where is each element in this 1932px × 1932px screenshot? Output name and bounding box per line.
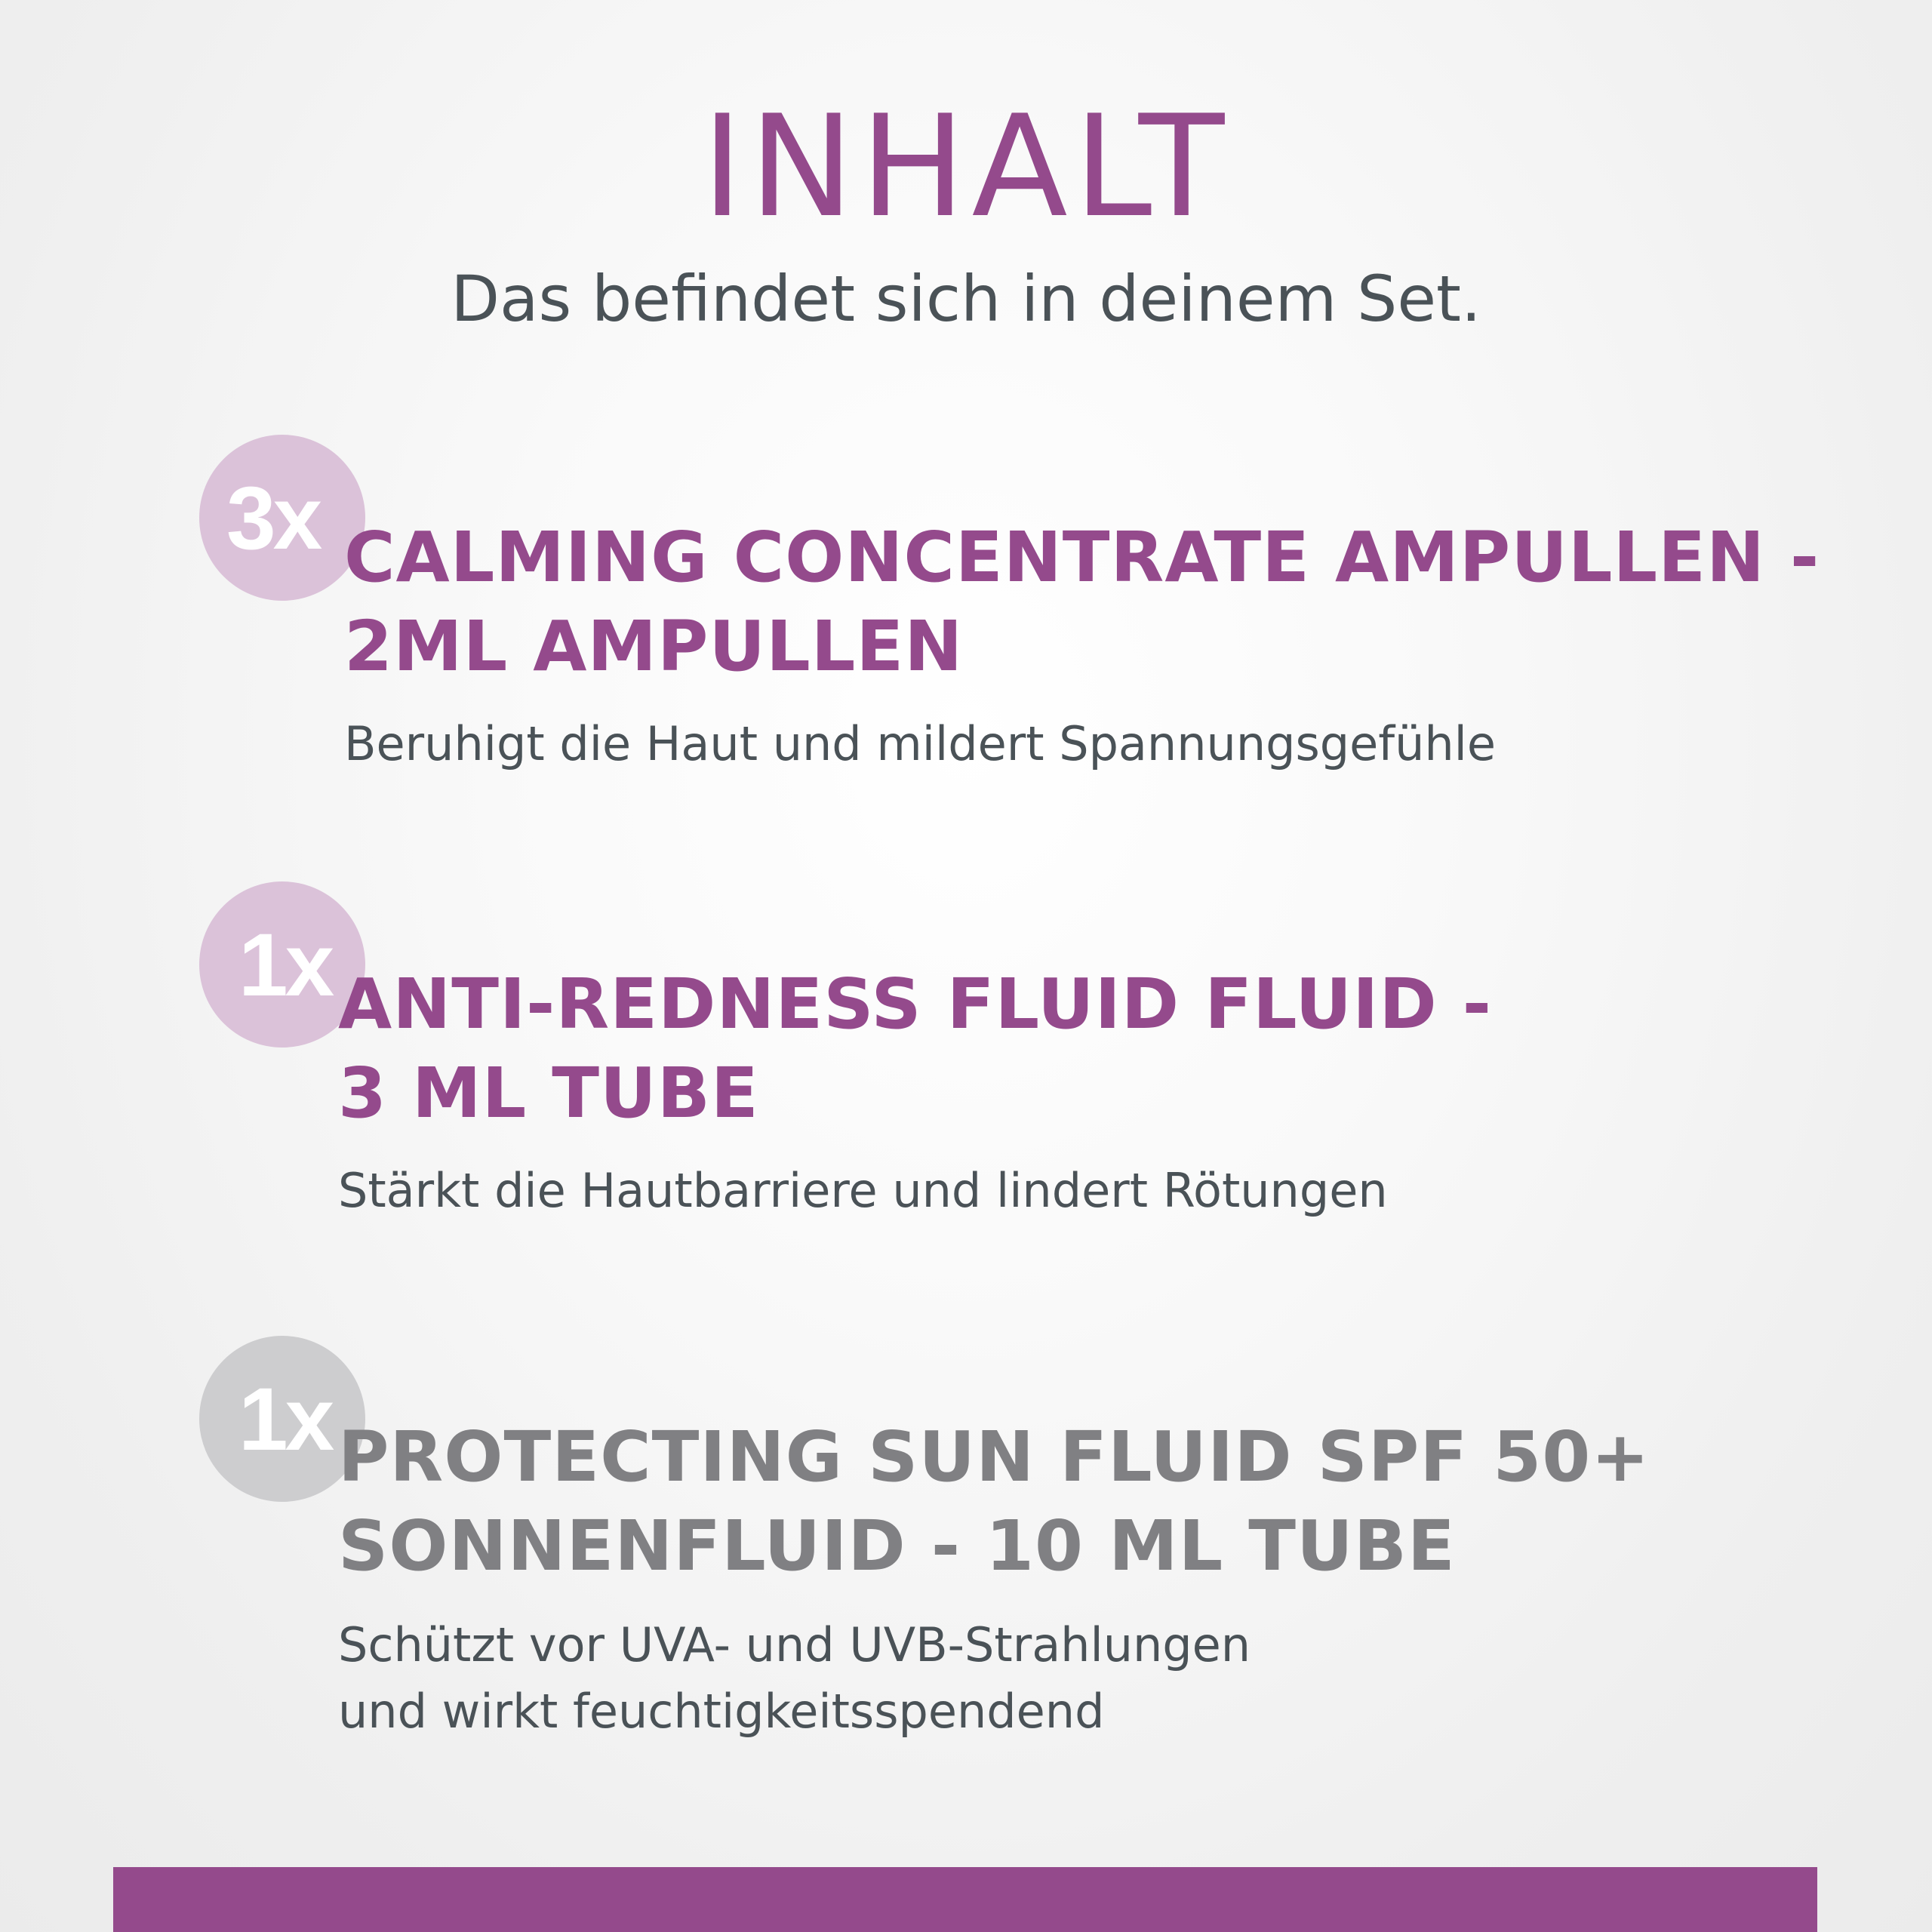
product-title bbox=[344, 513, 1820, 691]
product-description-line: Stärkt die Hautbarriere und lindert Rötungen bbox=[338, 1163, 1388, 1218]
product-description bbox=[338, 1158, 1388, 1224]
product-description bbox=[344, 711, 1496, 777]
product-description bbox=[338, 1612, 1251, 1745]
product-description-line: Schützt vor UVA- und UVB-Strahlungen bbox=[338, 1617, 1251, 1672]
product-description-line: und wirkt feuchtigkeitsspendend bbox=[338, 1684, 1105, 1739]
product-title bbox=[338, 960, 1492, 1138]
page-title: INHALT bbox=[701, 85, 1231, 248]
product-title-line: PROTECTING SUN FLUID SPF 50+ bbox=[338, 1417, 1651, 1497]
product-description-line: Beruhigt die Haut und mildert Spannungsgefühle bbox=[344, 716, 1497, 771]
product-title-line: 3 ML TUBE bbox=[338, 1053, 759, 1134]
quantity-label: 3x bbox=[226, 469, 320, 568]
quantity-label: 1x bbox=[238, 1370, 332, 1469]
product-title-line: CALMING CONCENTRATE AMPULLEN - bbox=[344, 517, 1820, 598]
product-title-line: 2ML AMPULLEN bbox=[344, 606, 964, 687]
quantity-label: 1x bbox=[238, 915, 332, 1015]
page-subtitle: Das befindet sich in deinem Set. bbox=[451, 262, 1481, 336]
product-title-line: ANTI-REDNESS FLUID FLUID - bbox=[338, 964, 1492, 1044]
product-title bbox=[338, 1413, 1650, 1591]
footer-bar bbox=[113, 1867, 1817, 1932]
product-title-line: SONNENFLUID - 10 ML TUBE bbox=[338, 1506, 1456, 1586]
